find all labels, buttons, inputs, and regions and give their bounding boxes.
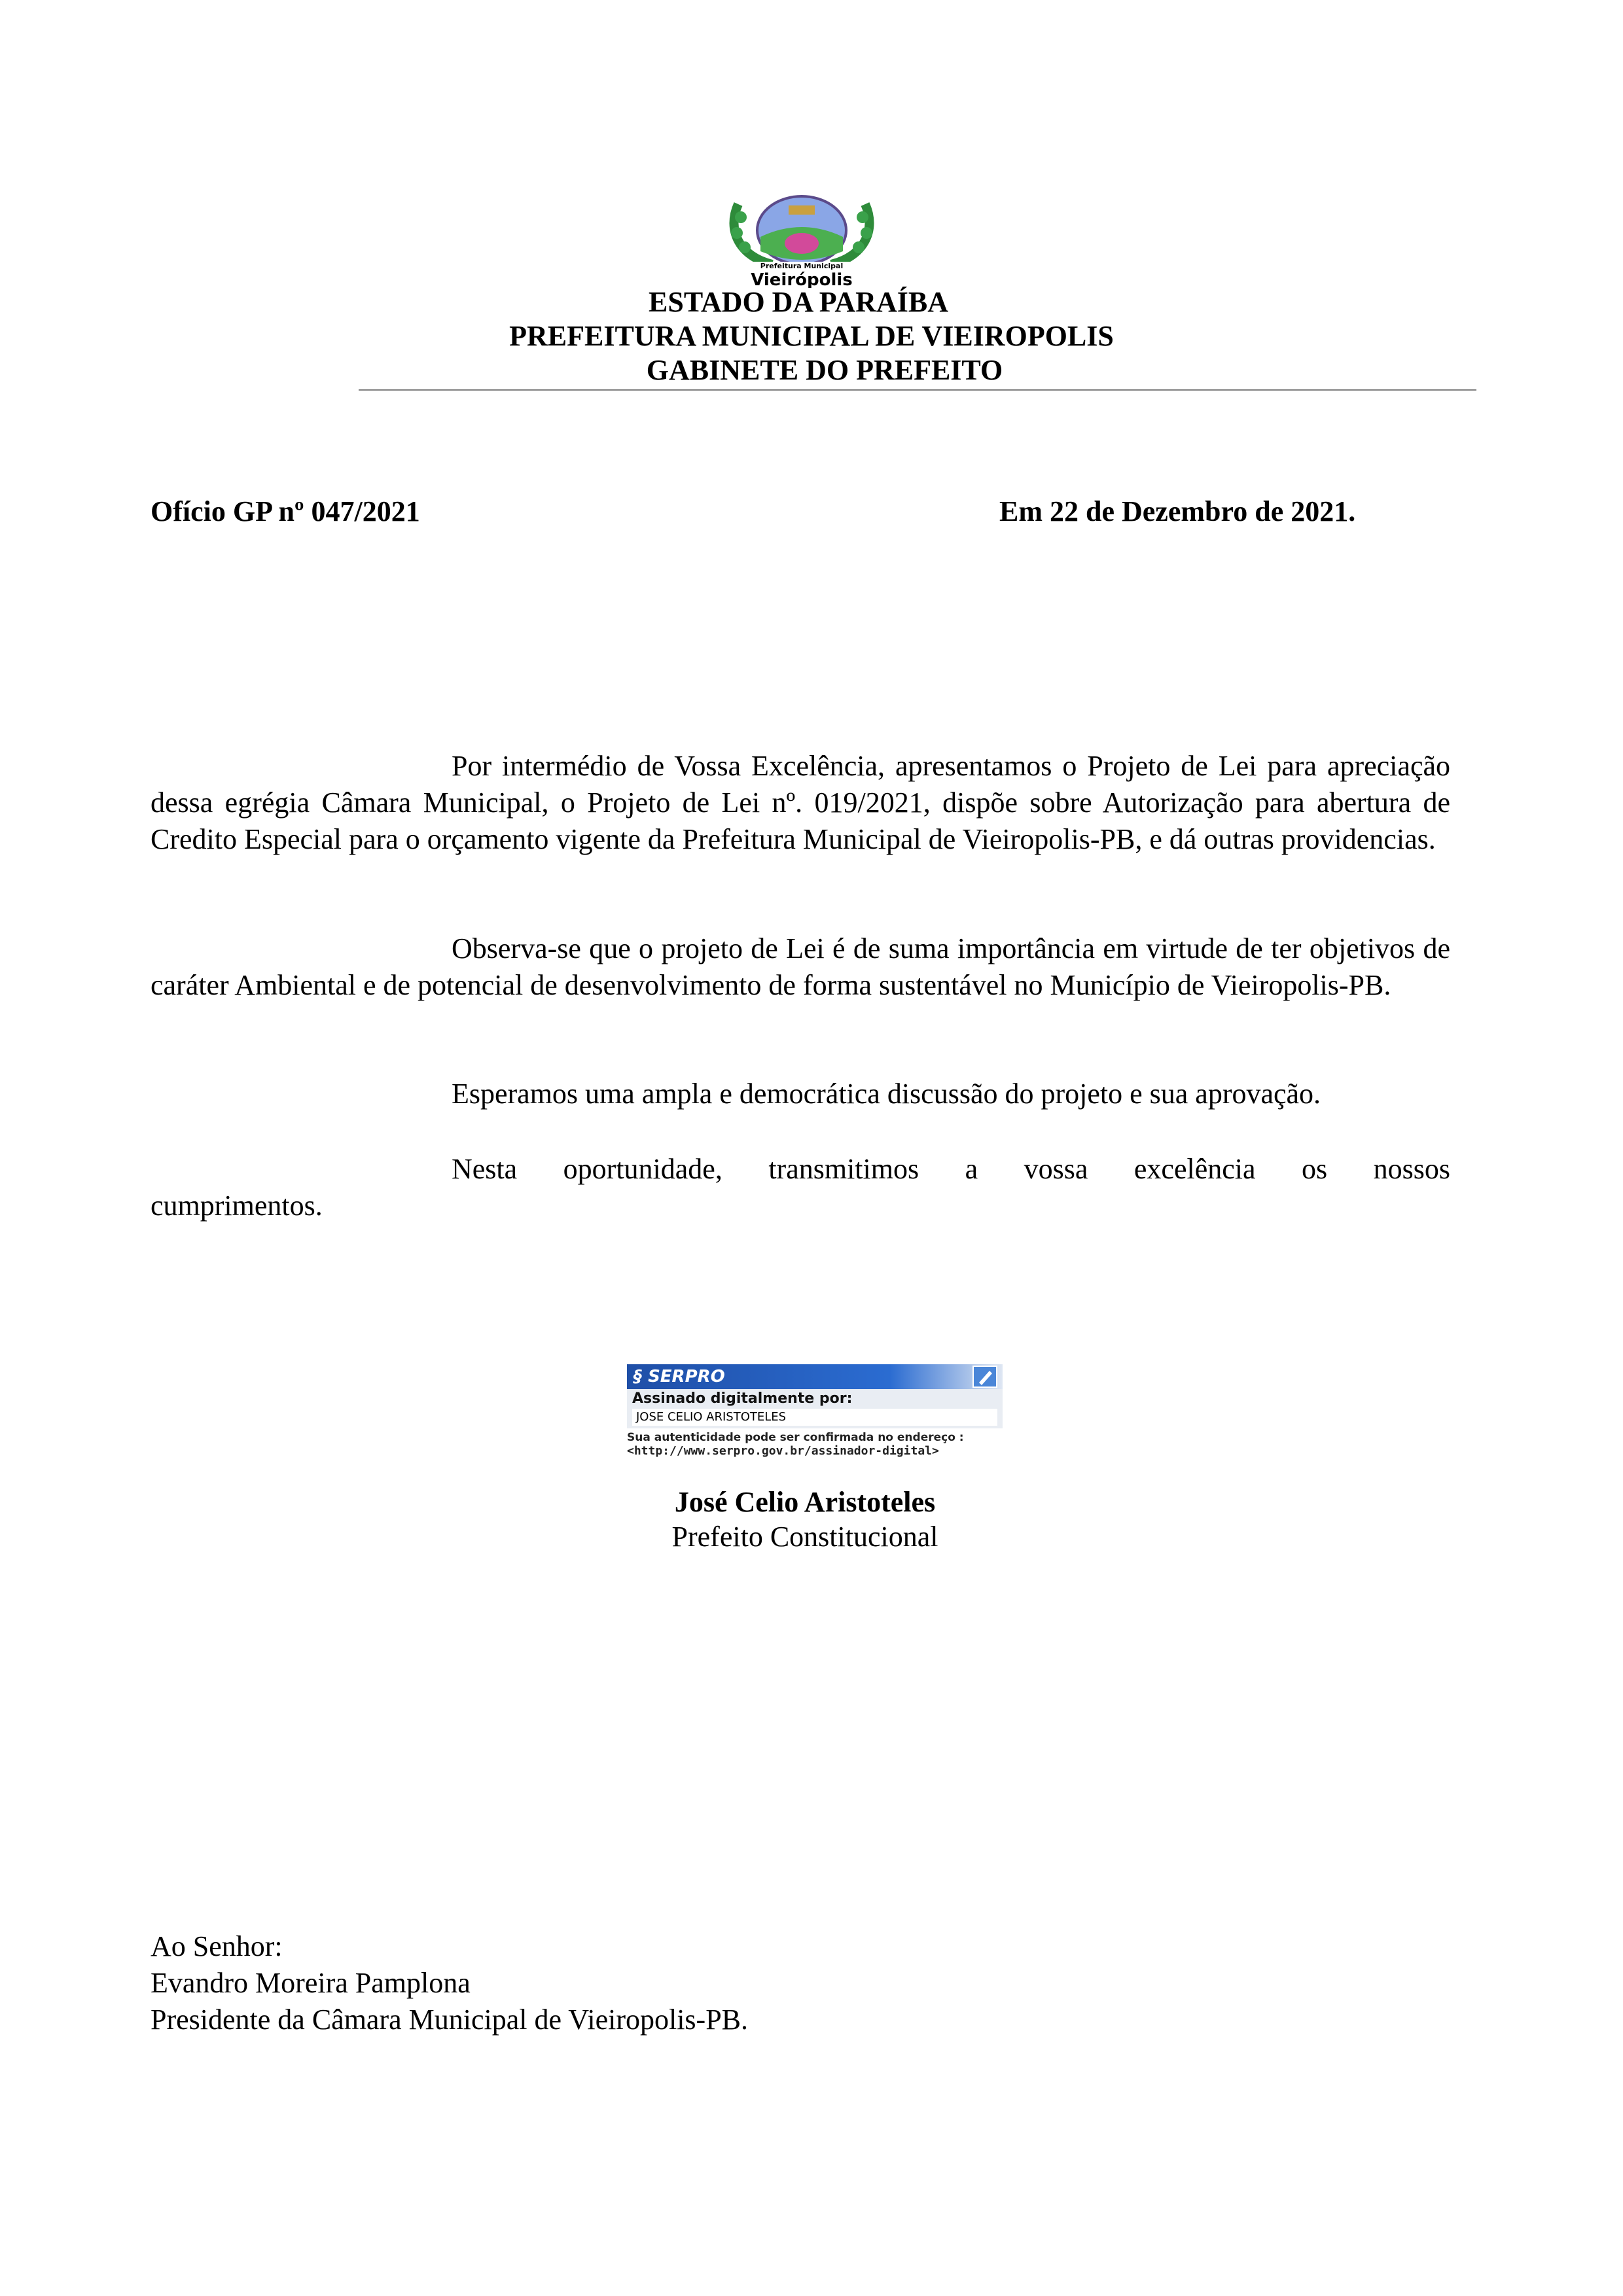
digital-signature-stamp <box>627 1364 1003 1460</box>
serpro-logo: § SERPRO <box>633 1367 725 1386</box>
body-paragraph-1: Por intermédio de Vossa Excelência, apresentamos o Projeto de Lei para apreciação dessa egrégia Câmara Municipal, o Projeto de Lei nº. 019/2021, dispõe sobre Autorização para abertura de Credito Especial para o orçamento vigente da Prefeitura Municipal de Vieiropolis-PB, e dá outras providencias. <box>151 750 1450 855</box>
pen-icon <box>972 1366 997 1388</box>
municipal-crest-logo <box>726 191 877 288</box>
signatory-name: José Celio Aristoteles <box>674 1486 936 1518</box>
addressee-name: Evandro Moreira Pamplona <box>151 1967 471 1999</box>
letterhead-state: ESTADO DA PARAÍBA <box>649 286 948 318</box>
signatory-title: Prefeito Constitucional <box>671 1521 938 1553</box>
addressee-salutation: Ao Senhor: <box>151 1930 283 1962</box>
office-number: Ofício GP nº 047/2021 <box>151 495 420 527</box>
stamp-signer: JOSE CELIO ARISTOTELES <box>636 1410 787 1424</box>
body-paragraph-4: Nesta oportunidade, transmitimos a vossa excelência os nossos <box>452 1153 1450 1185</box>
body-paragraph-3: Esperamos uma ampla e democrática discussão do projeto e sua aprovação. <box>452 1078 1321 1110</box>
addressee-role: Presidente da Câmara Municipal de Vieiropolis-PB. <box>151 2004 749 2036</box>
body-paragraph-4-closing: cumprimentos. <box>151 1190 323 1222</box>
body-paragraph-2: Observa-se que o projeto de Lei é de suma importância em virtude de ter objetivos de caráter Ambiental e de potencial de desenvolvimento de forma sustentável no Município de Vieiropolis-PB. <box>151 932 1450 1001</box>
crest-caption-top: Prefeitura Municipal <box>760 262 844 270</box>
letterhead-divider <box>359 389 1476 391</box>
office-date: Em 22 de Dezembro de 2021. <box>999 495 1356 527</box>
letterhead-office: GABINETE DO PREFEITO <box>646 354 1003 386</box>
stamp-label: Assinado digitalmente por: <box>632 1390 853 1407</box>
letterhead-municipality: PREFEITURA MUNICIPAL DE VIEIROPOLIS <box>509 320 1114 352</box>
stamp-note: Sua autenticidade pode ser confirmada no endereço : <box>627 1431 964 1444</box>
stamp-url: <http://www.serpro.gov.br/assinador-digital> <box>627 1444 939 1458</box>
crest-caption-name: Vieirópolis <box>751 270 853 288</box>
